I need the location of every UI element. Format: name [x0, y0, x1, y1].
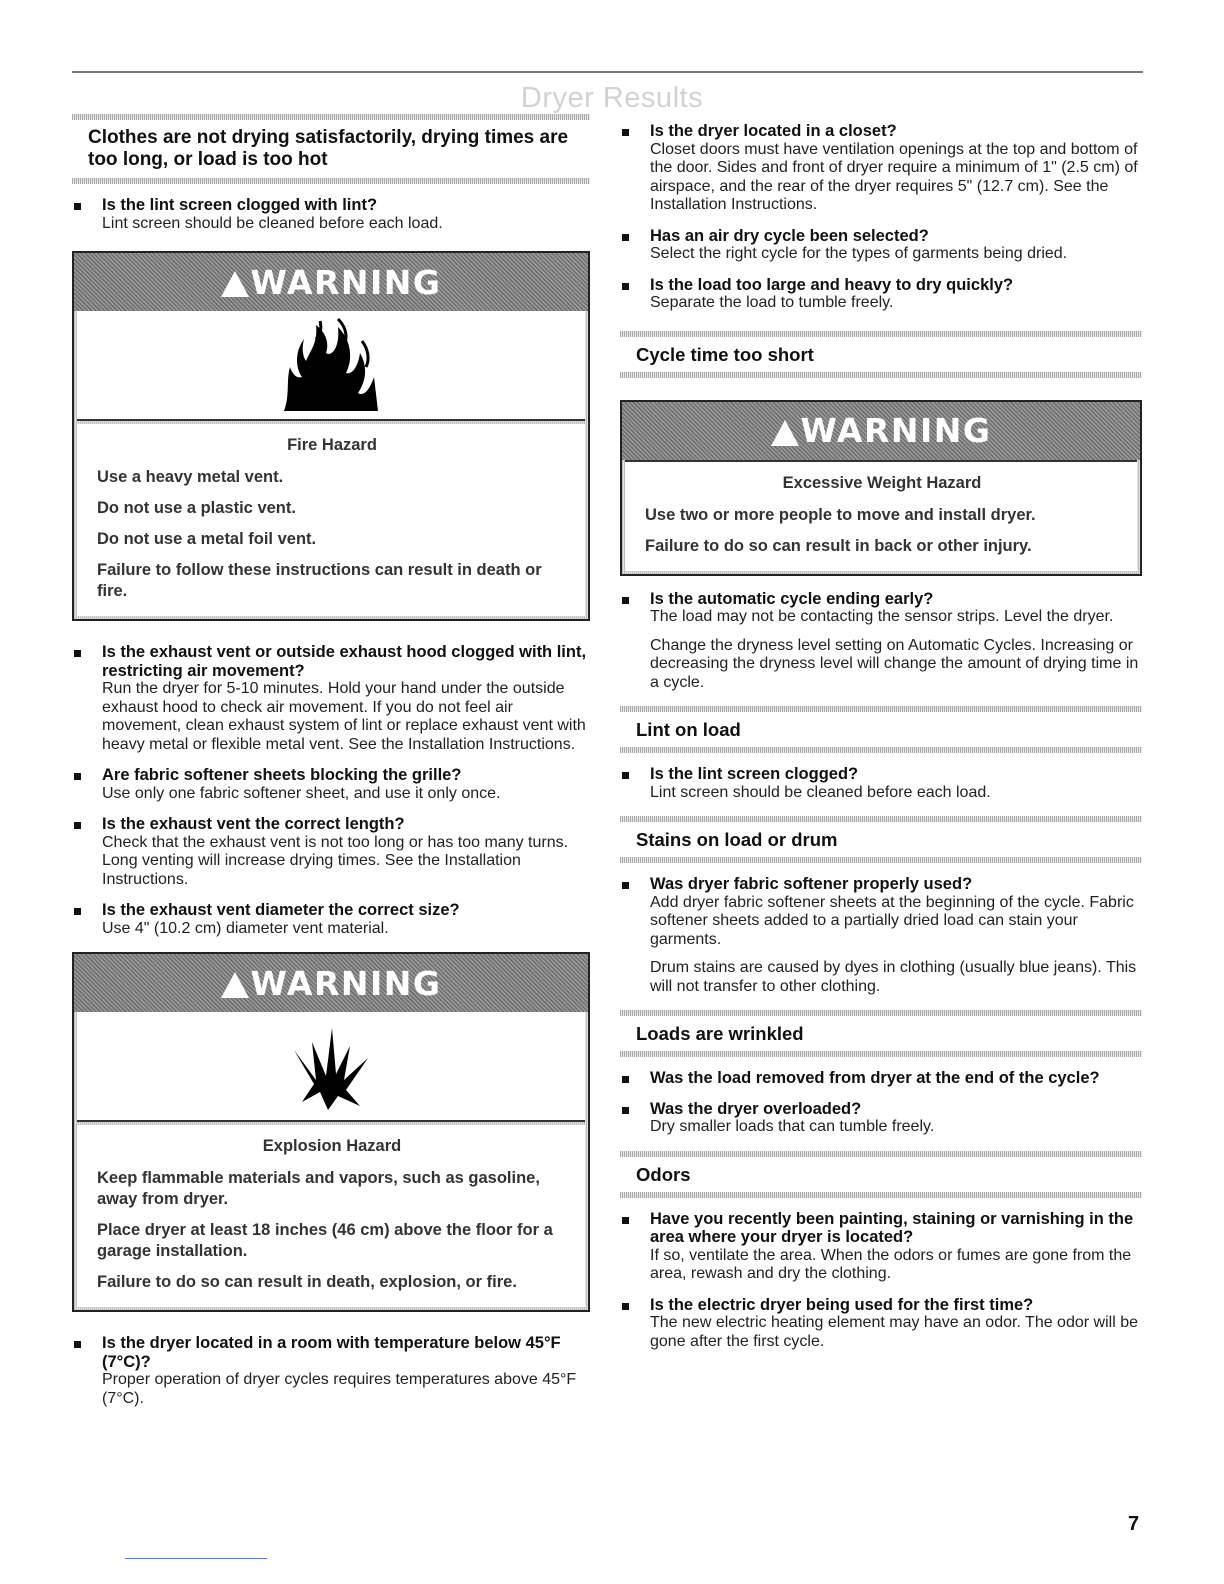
list-item — [72, 766, 590, 803]
section-rule-top — [620, 1010, 1142, 1016]
page-title: Dryer Results — [520, 82, 704, 114]
bullet-icon — [622, 129, 629, 136]
item-answer: The new electric heating element may have an odor. The odor will be gone after the first cycle. — [650, 1314, 1138, 1350]
warning-box-weight — [620, 400, 1142, 576]
item-answer: Closet doors must have ventilation openings at the top and bottom of the door. Sides and front of dryer require a minimum of 1" (2.5 cm) of airspace, and the rear of the dryer requires 5" (12.7 cm). See the Installation Instructions. — [650, 140, 1138, 213]
warning-line: Failure to do so can result in back or other injury. — [645, 536, 1032, 555]
fire-icon-panel — [77, 311, 585, 421]
item-question: Was the dryer overloaded? — [650, 1099, 862, 1118]
warning-body — [77, 424, 585, 616]
left-column — [72, 114, 590, 1420]
section-title: Odors — [636, 1163, 691, 1185]
warning-line: Use two or more people to move and install dryer. — [645, 505, 1036, 524]
section-rule-bottom — [620, 747, 1142, 753]
list-item — [620, 1296, 1142, 1352]
fire-icon — [276, 317, 386, 413]
hazard-name: Excessive Weight Hazard — [782, 473, 982, 492]
bullet-icon — [74, 822, 81, 829]
warning-word: WARNING — [250, 262, 442, 302]
item-question: Is the load too large and heavy to dry quickly? — [650, 275, 1014, 294]
section-wrinkled — [620, 1010, 1142, 1057]
section-rule-top — [620, 331, 1142, 337]
warning-header — [74, 253, 588, 311]
warning-triangle-icon — [771, 420, 799, 446]
warning-triangle-icon — [221, 972, 249, 998]
item-question: Has an air dry cycle been selected? — [650, 226, 929, 245]
warning-header — [622, 402, 1140, 460]
item-answer: If so, ventilate the area. When the odors or fumes are gone from the area, rewash and dry the clothing. — [650, 1246, 1132, 1282]
bullet-icon — [74, 203, 81, 210]
item-question: Is the lint screen clogged? — [650, 765, 859, 783]
warning-body — [77, 1125, 585, 1307]
section-rule-top — [620, 816, 1142, 822]
list-item — [72, 643, 590, 754]
item-answer: Use only one fabric softener sheet, and use it only once. — [102, 784, 501, 802]
item-question: Is the exhaust vent diameter the correct size? — [102, 901, 460, 919]
section-rule-bottom — [620, 857, 1142, 863]
warning-header — [74, 954, 588, 1012]
top-rule — [72, 71, 1143, 73]
item-answer: Lint screen should be cleaned before each load. — [102, 214, 443, 232]
list-item — [72, 196, 590, 233]
warning-line: Failure to do so can result in death, explosion, or fire. — [97, 1273, 517, 1291]
section-rule-bottom — [620, 372, 1142, 378]
item-answer-extra: Drum stains are caused by dyes in clothing (usually blue jeans). This will not transfer to other clothing. — [650, 959, 1137, 995]
item-question: Is the lint screen clogged with lint? — [102, 196, 378, 214]
list-item — [620, 1210, 1142, 1284]
section-title: Cycle time too short — [636, 343, 814, 365]
section-rule-bottom — [620, 1192, 1142, 1198]
item-answer: The load may not be contacting the sensor strips. Level the dryer. — [650, 608, 1114, 625]
warning-triangle-icon — [221, 271, 249, 297]
section-title: Clothes are not drying satisfactorily, drying times are too long, or load is too hot — [88, 127, 569, 170]
bullet-icon — [74, 908, 81, 915]
list-item — [620, 122, 1142, 215]
explosion-icon-panel — [77, 1012, 585, 1122]
hazard-name: Fire Hazard — [287, 436, 377, 454]
warning-body — [625, 460, 1137, 571]
item-question: Is the exhaust vent or outside exhaust hood clogged with lint, restricting air movement? — [102, 643, 587, 680]
bullet-icon — [622, 1303, 629, 1310]
section-not-drying — [72, 114, 590, 184]
section-rule-top — [72, 114, 590, 120]
section-lint-on-load — [620, 706, 1142, 753]
item-question: Are fabric softener sheets blocking the grille? — [102, 766, 462, 784]
bullet-icon — [74, 650, 81, 657]
item-question: Is the dryer located in a closet? — [650, 122, 897, 140]
item-answer-extra: Change the dryness level setting on Automatic Cycles. Increasing or decreasing the dryness level will change the amount of drying time in a cycle. — [650, 636, 1139, 691]
item-answer: Add dryer fabric softener sheets at the beginning of the cycle. Fabric softener sheets added to a partially dried load can stain your garments. — [650, 893, 1134, 948]
list-item — [620, 1069, 1142, 1088]
bullet-icon — [622, 1217, 629, 1224]
list-item — [72, 1334, 590, 1408]
item-answer: Check that the exhaust vent is not too long or has too many turns. Long venting will increase drying times. See the Installation Instructions. — [102, 833, 569, 888]
item-question: Is the electric dryer being used for the first time? — [650, 1295, 1034, 1314]
item-answer: Dry smaller loads that can tumble freely. — [650, 1118, 935, 1135]
warning-word: WARNING — [800, 411, 992, 450]
section-stains — [620, 816, 1142, 863]
warning-box-explosion — [72, 952, 590, 1312]
list-item — [620, 590, 1142, 693]
section-rule-bottom — [72, 178, 590, 184]
warning-line: Place dryer at least 18 inches (46 cm) above the floor for a garage installation. — [97, 1221, 553, 1260]
item-question: Was dryer fabric softener properly used? — [650, 875, 973, 893]
item-answer: Run the dryer for 5-10 minutes. Hold your hand under the outside exhaust hood to check air movement. If you do not feel air movement, clean exhaust system of lint or replace exhaust vent with heavy metal or flexible metal vent. See the Installation Instructions. — [102, 680, 586, 753]
item-answer: Separate the load to tumble freely. — [650, 294, 894, 311]
section-rule-top — [620, 706, 1142, 712]
warning-word: WARNING — [250, 963, 442, 1003]
item-answer: Lint screen should be cleaned before each load. — [650, 783, 991, 801]
warning-line: Do not use a metal foil vent. — [97, 530, 317, 548]
page-number: 7 — [1128, 1513, 1140, 1535]
item-answer: Select the right cycle for the types of garments being dried. — [650, 245, 1068, 262]
bullet-icon — [622, 234, 629, 241]
list-item — [620, 1100, 1142, 1137]
hazard-name: Explosion Hazard — [262, 1137, 402, 1155]
bullet-icon — [622, 1076, 629, 1083]
right-column — [620, 114, 1142, 1363]
item-question: Is the automatic cycle ending early? — [650, 589, 934, 608]
item-answer: Use 4" (10.2 cm) diameter vent material. — [102, 919, 389, 937]
warning-box-fire — [72, 251, 590, 621]
bullet-icon — [622, 772, 629, 779]
list-item — [72, 815, 590, 889]
bullet-icon — [74, 773, 81, 780]
footer-rule — [125, 1558, 267, 1559]
explosion-icon — [286, 1020, 376, 1112]
list-item — [620, 227, 1142, 264]
item-question: Was the load removed from dryer at the end of the cycle? — [650, 1069, 1100, 1087]
item-answer: Proper operation of dryer cycles requires temperatures above 45°F (7°C). — [102, 1371, 577, 1407]
warning-line: Use a heavy metal vent. — [97, 468, 284, 486]
bullet-icon — [622, 882, 629, 889]
bullet-icon — [622, 1107, 629, 1114]
warning-line: Do not use a plastic vent. — [97, 499, 296, 517]
list-item — [72, 901, 590, 938]
section-odors — [620, 1151, 1142, 1198]
warning-line: Failure to follow these instructions can result in death or fire. — [97, 561, 542, 600]
bullet-icon — [622, 597, 629, 604]
item-question: Is the exhaust vent the correct length? — [102, 815, 405, 833]
section-rule-top — [620, 1151, 1142, 1157]
bullet-icon — [622, 283, 629, 290]
section-title: Lint on load — [636, 719, 741, 740]
section-rule-bottom — [620, 1051, 1142, 1057]
warning-line: Keep flammable materials and vapors, such as gasoline, away from dryer. — [97, 1169, 540, 1208]
list-item — [620, 276, 1142, 313]
item-question: Is the dryer located in a room with temperature below 45°F (7°C)? — [102, 1334, 561, 1371]
item-question: Have you recently been painting, staining or varnishing in the area where your dryer is located? — [650, 1209, 1134, 1246]
section-title: Loads are wrinkled — [636, 1023, 804, 1044]
bullet-icon — [74, 1341, 81, 1348]
section-cycle-time — [620, 331, 1142, 378]
list-item — [620, 875, 1142, 996]
list-item — [620, 765, 1142, 802]
section-title: Stains on load or drum — [636, 829, 838, 850]
